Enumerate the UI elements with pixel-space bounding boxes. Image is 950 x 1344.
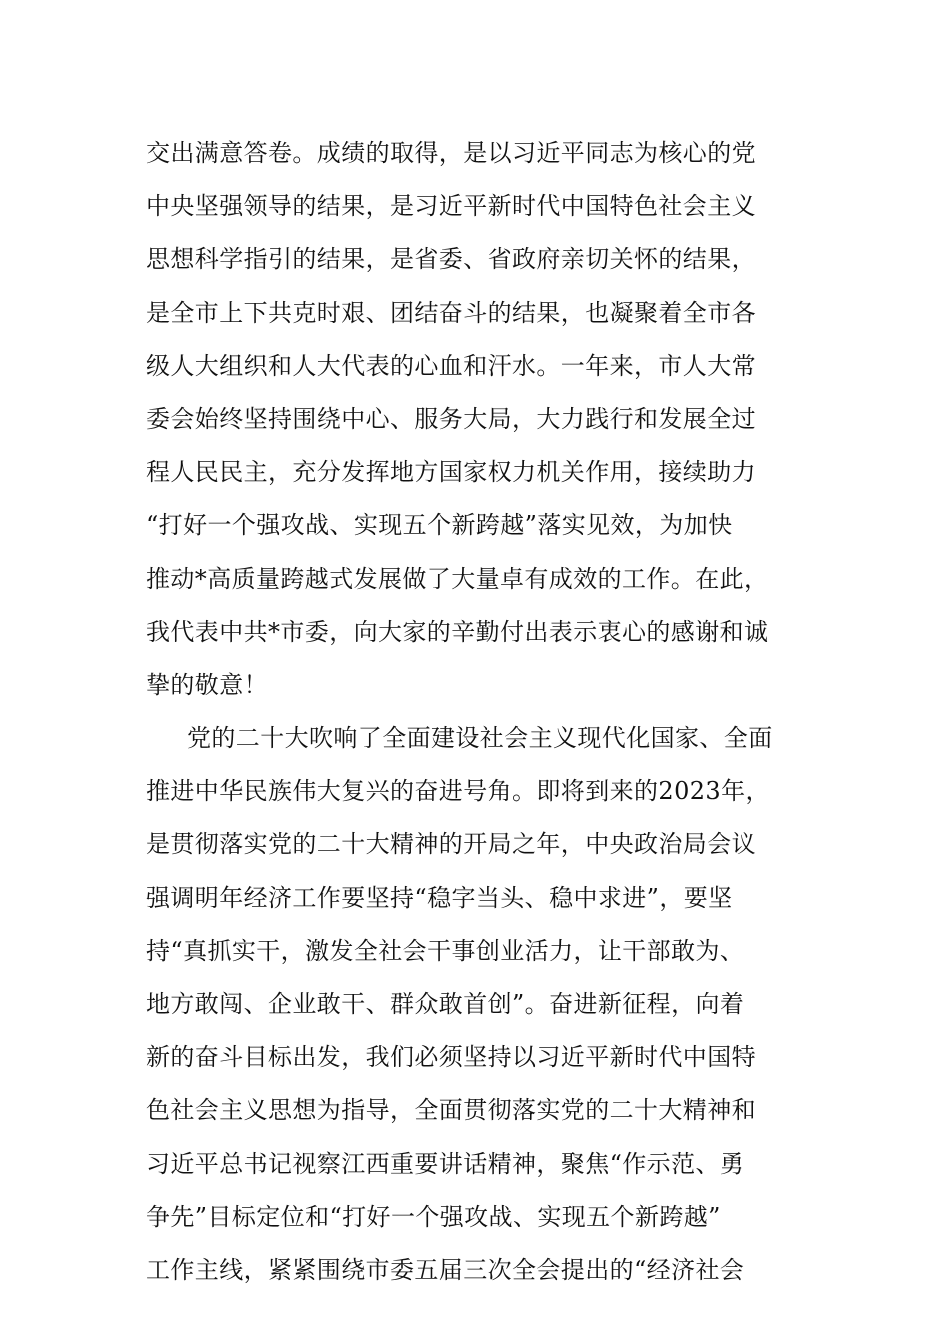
text-line: 级人大组织和人大代表的心血和汗水。一年来，市人大常	[146, 351, 756, 380]
text-line: 争先”目标定位和“打好一个强攻战、实现五个新跨越”	[146, 1202, 721, 1231]
text-line: 程人民民主，充分发挥地方国家权力机关作用，接续助力	[146, 458, 756, 487]
paragraph-2	[146, 712, 811, 1297]
text-line: 我代表中共*市委，向大家的辛勤付出表示衷心的感谢和诚	[146, 617, 769, 646]
text-line: 交出满意答卷。成绩的取得，是以习近平同志为核心的党	[146, 139, 756, 167]
text-line: 推动*高质量跨越式发展做了大量卓有成效的工作。在此，	[146, 564, 769, 593]
text-line: 持“真抓实干，激发全社会干事创业活力，让干部敢为、	[146, 936, 745, 965]
text-line: 工作主线，紧紧围绕市委五届三次全会提出的“经济社会	[146, 1255, 745, 1284]
text-line: 委会始终坚持围绕中心、服务大局，大力践行和发展全过	[146, 404, 756, 433]
text-line: 习近平总书记视察江西重要讲话精神，聚焦“作示范、勇	[146, 1149, 745, 1178]
text-line: 中央坚强领导的结果，是习近平新时代中国特色社会主义	[146, 192, 756, 221]
text-line: 是贯彻落实党的二十大精神的开局之年，中央政治局会议	[146, 830, 756, 859]
text-line: 挚的敬意！	[146, 670, 268, 699]
text-line: 是全市上下共克时艰、团结奋斗的结果，也凝聚着全市各	[146, 298, 756, 327]
text-line: 推进中华民族伟大复兴的奋进号角。即将到来的2023年，	[146, 777, 770, 806]
text-line: 地方敢闯、企业敢干、群众敢首创”。奋进新征程，向着	[146, 990, 745, 1018]
text-line: 色社会主义思想为指导，全面贯彻落实党的二十大精神和	[146, 1096, 756, 1125]
body-text	[146, 127, 811, 1297]
paragraph-1	[146, 127, 811, 712]
text-line: 党的二十大吹响了全面建设社会主义现代化国家、全面	[187, 724, 773, 753]
text-line: 新的奋斗目标出发，我们必须坚持以习近平新时代中国特	[146, 1043, 756, 1072]
text-line: “打好一个强攻战、实现五个新跨越”落实见效，为加快	[146, 511, 733, 540]
text-line: 强调明年经济工作要坚持“稳字当头、稳中求进”，要坚	[146, 883, 733, 912]
text-line: 思想科学指引的结果，是省委、省政府亲切关怀的结果，	[146, 245, 756, 274]
